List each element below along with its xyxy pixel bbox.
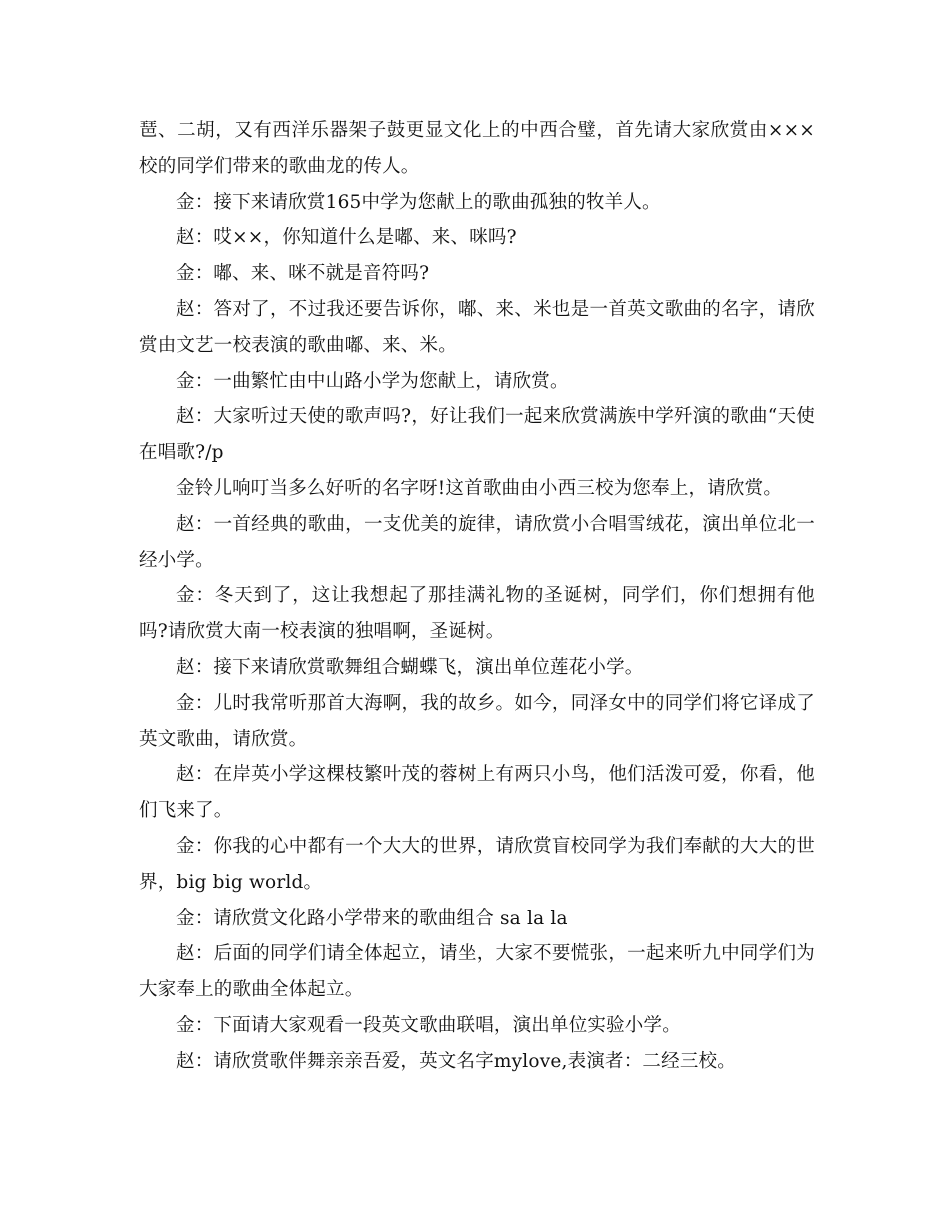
paragraph: 赵：一首经典的歌曲，一支优美的旋律，请欣赏小合唱雪绒花，演出单位北一经小学。 [139, 513, 815, 571]
paragraph: 金：嘟、来、咪不就是音符吗? [176, 263, 430, 285]
paragraph: 金：下面请大家观看一段英文歌曲联唱，演出单位实验小学。 [176, 1014, 681, 1036]
paragraph: 金：你我的心中都有一个大大的世界，请欣赏盲校同学为我们奉献的大大的世界，big big world。 [139, 835, 815, 893]
paragraph: 赵：后面的同学们请全体起立，请坐，大家不要慌张，一起来听九中同学们为大家奉上的歌曲全体起立。 [139, 943, 815, 1001]
paragraph: 金：儿时我常听那首大海啊，我的故乡。如今，同泽女中的同学们将它译成了英文歌曲，请欣赏。 [139, 692, 815, 750]
paragraph: 金：一曲繁忙由中山路小学为您献上，请欣赏。 [176, 370, 569, 392]
paragraph: 赵：在岸英小学这棵枝繁叶茂的蓉树上有两只小鸟，他们活泼可爱，你看，他们飞来了。 [139, 764, 815, 822]
paragraph: 金：接下来请欣赏165中学为您献上的歌曲孤独的牧羊人。 [176, 191, 661, 213]
paragraph: 赵：大家听过天使的歌声吗?，好让我们一起来欣赏满族中学歼演的歌曲“天使在唱歌?/p [139, 406, 815, 464]
paragraph: 金：冬天到了，这让我想起了那挂满礼物的圣诞树，同学们，你们想拥有他吗?请欣赏大南一校表演的独唱啊，圣诞树。 [139, 585, 815, 643]
paragraph: 赵：接下来请欣赏歌舞组合蝴蝶飞，演出单位莲花小学。 [176, 656, 644, 678]
paragraph: 金：请欣赏文化路小学带来的歌曲组合 sa la la [176, 907, 568, 929]
paragraph-continuation: 琶、二胡，又有西洋乐器架子鼓更显文化上的中西合璧，首先请大家欣赏由×××校的同学们带来的歌曲龙的传人。 [139, 120, 815, 177]
paragraph: 金铃儿响叮当多么好听的名字呀!这首歌曲由小西三校为您奉上，请欣赏。 [176, 477, 783, 499]
paragraph: 赵：答对了，不过我还要告诉你，嘟、来、米也是一首英文歌曲的名字，请欣赏由文艺一校表演的歌曲嘟、来、米。 [139, 298, 815, 356]
paragraph: 赵：哎××，你知道什么是嘟、来、咪吗? [176, 227, 517, 249]
document-body [139, 113, 815, 1080]
paragraph: 赵：请欣赏歌伴舞亲亲吾爱，英文名字mylove,表演者：二经三校。 [176, 1050, 736, 1072]
